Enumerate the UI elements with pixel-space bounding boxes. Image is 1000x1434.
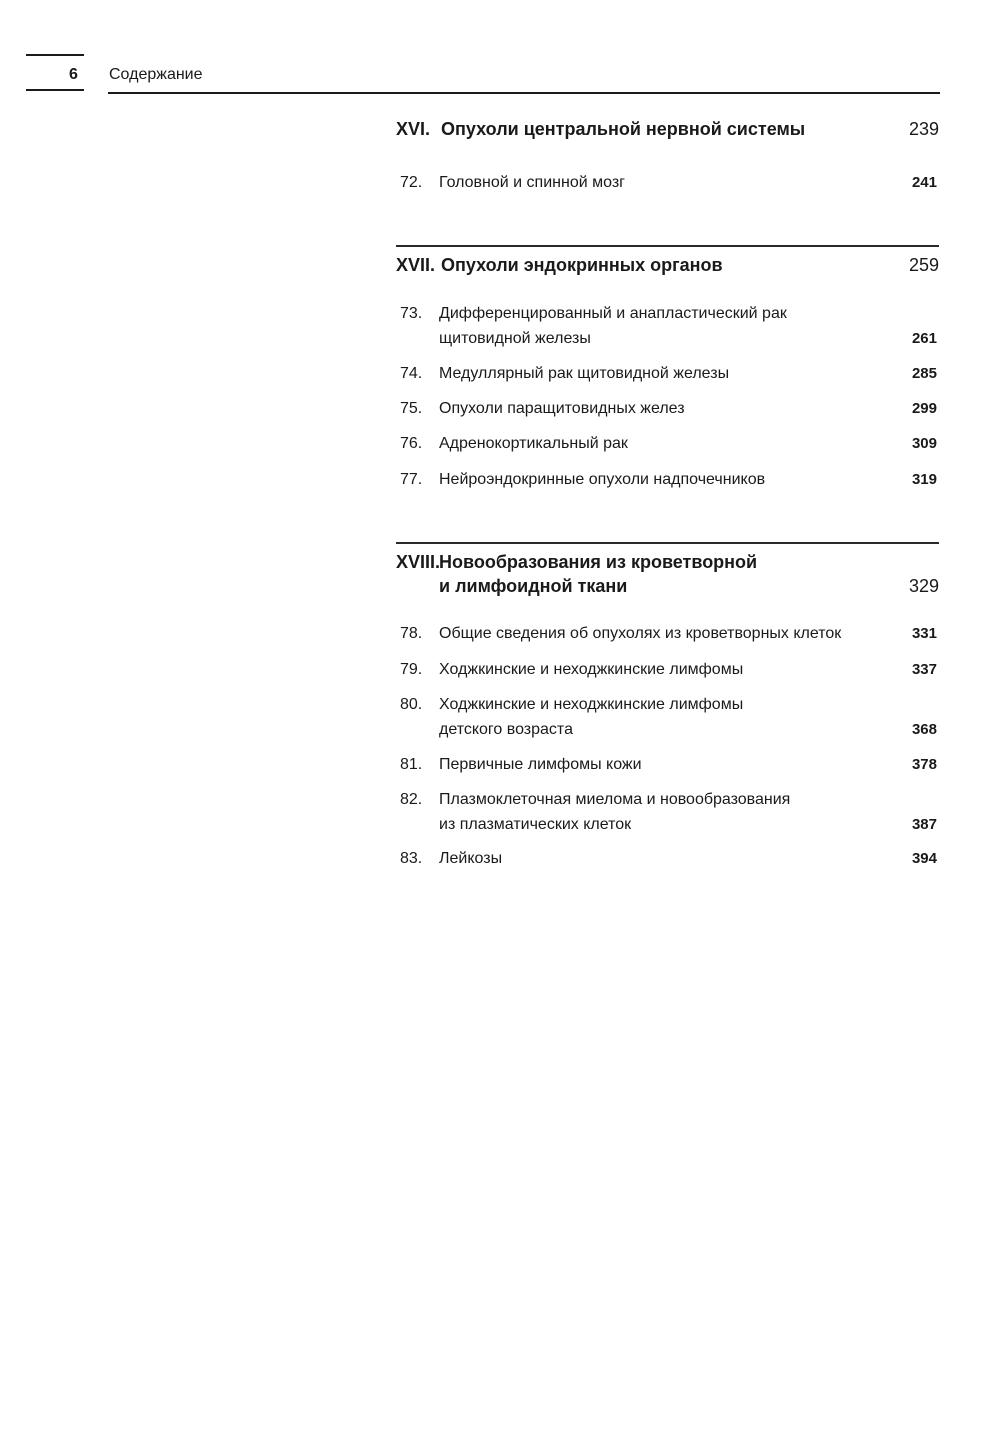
section-rule — [396, 245, 939, 247]
section-rule — [396, 542, 939, 544]
entry-title: Ходжкинские и неходжкинские лимфомы детского возраста — [439, 696, 744, 738]
entry-page: 309 — [911, 435, 937, 452]
entry-number: 77. — [400, 471, 423, 488]
entry-number: 75. — [400, 400, 423, 417]
section-page: 259 — [908, 255, 939, 275]
toc-section — [396, 245, 939, 277]
entry-title: Дифференцированный и анапластический рак щитовидной железы — [439, 305, 787, 347]
section-number: XVII. — [396, 255, 436, 275]
entry-number: 73. — [400, 305, 423, 322]
header-rule-bottom — [26, 89, 84, 91]
entry-page: 378 — [911, 756, 937, 773]
entry-number: 82. — [400, 791, 423, 808]
entry-page: 387 — [911, 816, 937, 833]
toc-entry[interactable] — [396, 467, 939, 492]
entry-number: 79. — [400, 661, 423, 678]
entry-title: Первичные лимфомы кожи — [439, 756, 642, 773]
entry-title: Ходжкинские и неходжкинские лимфомы — [439, 661, 744, 678]
toc-section — [396, 117, 939, 141]
header-rule — [108, 92, 940, 94]
toc-entry[interactable] — [396, 170, 939, 195]
entry-number: 76. — [400, 435, 423, 452]
entry-title: Головной и спинной мозг — [439, 174, 625, 191]
entry-number: 80. — [400, 696, 423, 713]
toc-entry[interactable] — [396, 361, 939, 386]
toc-entry[interactable] — [396, 692, 939, 742]
entry-title: Нейроэндокринные опухоли надпочечников — [439, 471, 766, 488]
entry-page: 241 — [911, 174, 937, 191]
section-heading — [396, 253, 939, 277]
entry-title: Общие сведения об опухолях из кроветворных клеток — [439, 625, 842, 642]
toc-entry[interactable] — [396, 752, 939, 777]
header-rule-top — [26, 54, 84, 56]
entry-number: 81. — [400, 756, 423, 773]
entry-page: 337 — [911, 661, 937, 678]
entry-number: 78. — [400, 625, 423, 642]
toc-entry[interactable] — [396, 657, 939, 682]
entry-title: Опухоли паращитовидных желез — [439, 400, 685, 417]
toc-entry[interactable] — [396, 301, 939, 351]
section-title: Новообразования из кроветворной и лимфоидной ткани — [439, 552, 758, 596]
toc-entry[interactable] — [396, 846, 939, 871]
section-page: 329 — [908, 576, 939, 596]
toc-entry[interactable] — [396, 787, 939, 837]
entry-page: 261 — [911, 330, 937, 347]
page-number: 6 — [69, 66, 78, 83]
entry-number: 72. — [400, 174, 423, 191]
entry-page: 319 — [911, 471, 937, 488]
section-number: XVIII. — [396, 552, 441, 572]
entry-page: 368 — [911, 721, 937, 738]
section-heading — [396, 550, 939, 598]
entry-number: 74. — [400, 365, 423, 382]
section-number: XVI. — [396, 119, 431, 139]
entry-page: 299 — [911, 400, 937, 417]
entry-number: 83. — [400, 850, 423, 867]
section-title: Опухоли эндокринных органов — [441, 255, 723, 275]
running-title: Содержание — [109, 66, 203, 83]
entry-title: Плазмоклеточная миелома и новообразования из плазматических клеток — [439, 791, 791, 833]
toc-entry[interactable] — [396, 431, 939, 456]
entry-title: Адренокортикальный рак — [439, 435, 628, 452]
entry-page: 285 — [911, 365, 937, 382]
section-heading — [396, 117, 939, 141]
section-page: 239 — [908, 119, 939, 139]
entry-page: 394 — [911, 850, 937, 867]
section-title: Опухоли центральной нервной системы — [441, 119, 806, 139]
entry-page: 331 — [911, 625, 937, 642]
entry-title: Медуллярный рак щитовидной железы — [439, 365, 730, 382]
toc-entry[interactable] — [396, 621, 939, 646]
toc-entry[interactable] — [396, 396, 939, 421]
toc-section — [396, 542, 939, 598]
entry-title: Лейкозы — [439, 850, 503, 867]
